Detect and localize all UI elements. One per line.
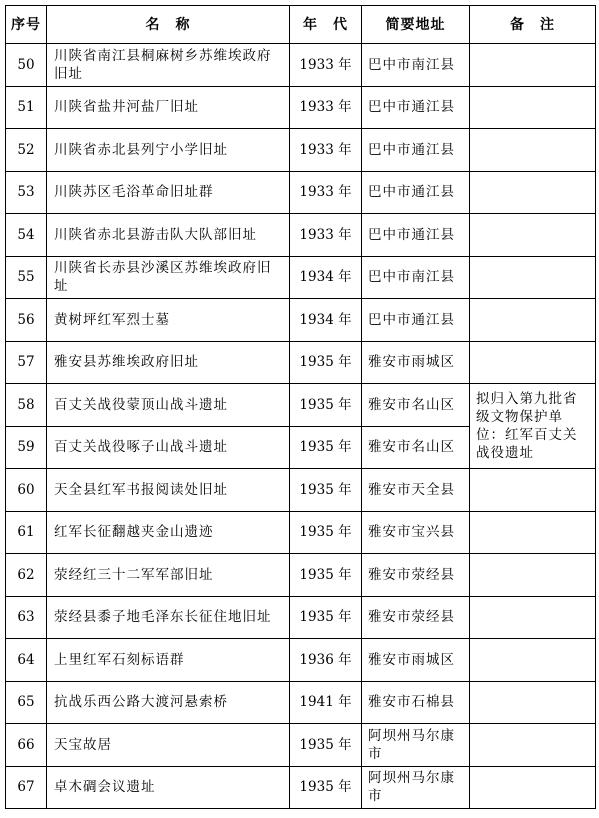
header-note: 备 注 [470,6,596,44]
table-row [6,341,596,384]
cell-name: 上里红军石刻标语群 [47,639,290,682]
cell-no: 51 [6,86,47,129]
cell-note [470,596,596,639]
table-row [6,724,596,767]
cell-address: 雅安市荥经县 [362,596,470,639]
cell-name: 川陕省赤北县列宁小学旧址 [47,129,290,172]
cell-year: 1933 年 [290,129,362,172]
cell-note [470,639,596,682]
table-row [6,86,596,129]
table-row [6,469,596,512]
cell-year: 1935 年 [290,554,362,597]
cell-address: 巴中市通江县 [362,299,470,342]
cell-note [470,299,596,342]
cell-no: 55 [6,256,47,299]
cell-note [470,171,596,214]
cell-no: 64 [6,639,47,682]
cell-address: 雅安市宝兴县 [362,511,470,554]
cell-name: 红军长征翻越夹金山遗迹 [47,511,290,554]
table-row [6,44,596,87]
table-row [6,639,596,682]
cell-no: 60 [6,469,47,512]
cell-year: 1935 年 [290,596,362,639]
cell-name: 川陕省盐井河盐厂旧址 [47,86,290,129]
table-row [6,129,596,172]
cell-year: 1936 年 [290,639,362,682]
cell-no: 59 [6,426,47,469]
cell-no: 62 [6,554,47,597]
cell-year: 1933 年 [290,214,362,257]
heritage-sites-table [5,5,596,809]
header-year: 年 代 [290,6,362,44]
cell-name: 卓木碉会议遗址 [47,766,290,809]
cell-note [470,554,596,597]
cell-note [470,766,596,809]
cell-year: 1935 年 [290,426,362,469]
cell-no: 56 [6,299,47,342]
cell-note: 拟归入第九批省级文物保护单位：红军百丈关战役遗址 [470,384,596,469]
cell-name: 川陕苏区毛浴革命旧址群 [47,171,290,214]
cell-name: 天全县红军书报阅读处旧址 [47,469,290,512]
cell-year: 1934 年 [290,256,362,299]
cell-no: 65 [6,681,47,724]
table-row [6,681,596,724]
table-row [6,766,596,809]
cell-name: 川陕省南江县桐麻树乡苏维埃政府旧址 [47,44,290,87]
table-row [6,554,596,597]
cell-no: 66 [6,724,47,767]
cell-year: 1941 年 [290,681,362,724]
cell-address: 巴中市通江县 [362,86,470,129]
cell-note [470,44,596,87]
table-row [6,214,596,257]
header-no: 序号 [6,6,47,44]
cell-note [470,341,596,384]
cell-note [470,129,596,172]
cell-name: 天宝故居 [47,724,290,767]
cell-year: 1935 年 [290,341,362,384]
cell-name: 荥经县黍子地毛泽东长征住地旧址 [47,596,290,639]
cell-name: 抗战乐西公路大渡河悬索桥 [47,681,290,724]
cell-note [470,214,596,257]
cell-address: 巴中市通江县 [362,171,470,214]
cell-year: 1933 年 [290,86,362,129]
cell-no: 52 [6,129,47,172]
cell-note [470,86,596,129]
cell-note [470,469,596,512]
table-row [6,511,596,554]
cell-no: 53 [6,171,47,214]
cell-year: 1934 年 [290,299,362,342]
table-header-row [6,6,596,44]
cell-note [470,681,596,724]
cell-year: 1935 年 [290,724,362,767]
cell-no: 54 [6,214,47,257]
cell-year: 1933 年 [290,44,362,87]
cell-year: 1935 年 [290,384,362,427]
cell-address: 雅安市天全县 [362,469,470,512]
heritage-table-container [5,5,596,809]
cell-address: 雅安市名山区 [362,426,470,469]
cell-year: 1935 年 [290,469,362,512]
cell-year: 1935 年 [290,511,362,554]
cell-no: 63 [6,596,47,639]
table-row [6,256,596,299]
cell-address: 巴中市通江县 [362,214,470,257]
header-name: 名 称 [47,6,290,44]
cell-address: 阿坝州马尔康市 [362,724,470,767]
cell-name: 雅安县苏维埃政府旧址 [47,341,290,384]
cell-address: 阿坝州马尔康市 [362,766,470,809]
cell-note [470,256,596,299]
cell-name: 黄树坪红军烈士墓 [47,299,290,342]
cell-year: 1933 年 [290,171,362,214]
cell-address: 巴中市南江县 [362,44,470,87]
cell-name: 川陕省长赤县沙溪区苏维埃政府旧址 [47,256,290,299]
table-row [6,299,596,342]
cell-address: 雅安市名山区 [362,384,470,427]
cell-name: 百丈关战役啄子山战斗遗址 [47,426,290,469]
cell-address: 雅安市雨城区 [362,341,470,384]
cell-note [470,724,596,767]
table-row [6,384,596,427]
cell-note [470,511,596,554]
cell-address: 雅安市石棉县 [362,681,470,724]
cell-address: 雅安市荥经县 [362,554,470,597]
cell-name: 百丈关战役蒙顶山战斗遗址 [47,384,290,427]
cell-address: 巴中市通江县 [362,129,470,172]
table-row [6,596,596,639]
cell-name: 荥经红三十二军军部旧址 [47,554,290,597]
cell-address: 巴中市南江县 [362,256,470,299]
cell-no: 50 [6,44,47,87]
header-address: 简要地址 [362,6,470,44]
table-row [6,171,596,214]
cell-name: 川陕省赤北县游击队大队部旧址 [47,214,290,257]
cell-no: 67 [6,766,47,809]
cell-no: 57 [6,341,47,384]
cell-no: 61 [6,511,47,554]
cell-address: 雅安市雨城区 [362,639,470,682]
cell-no: 58 [6,384,47,427]
table-body [6,44,596,809]
cell-year: 1935 年 [290,766,362,809]
